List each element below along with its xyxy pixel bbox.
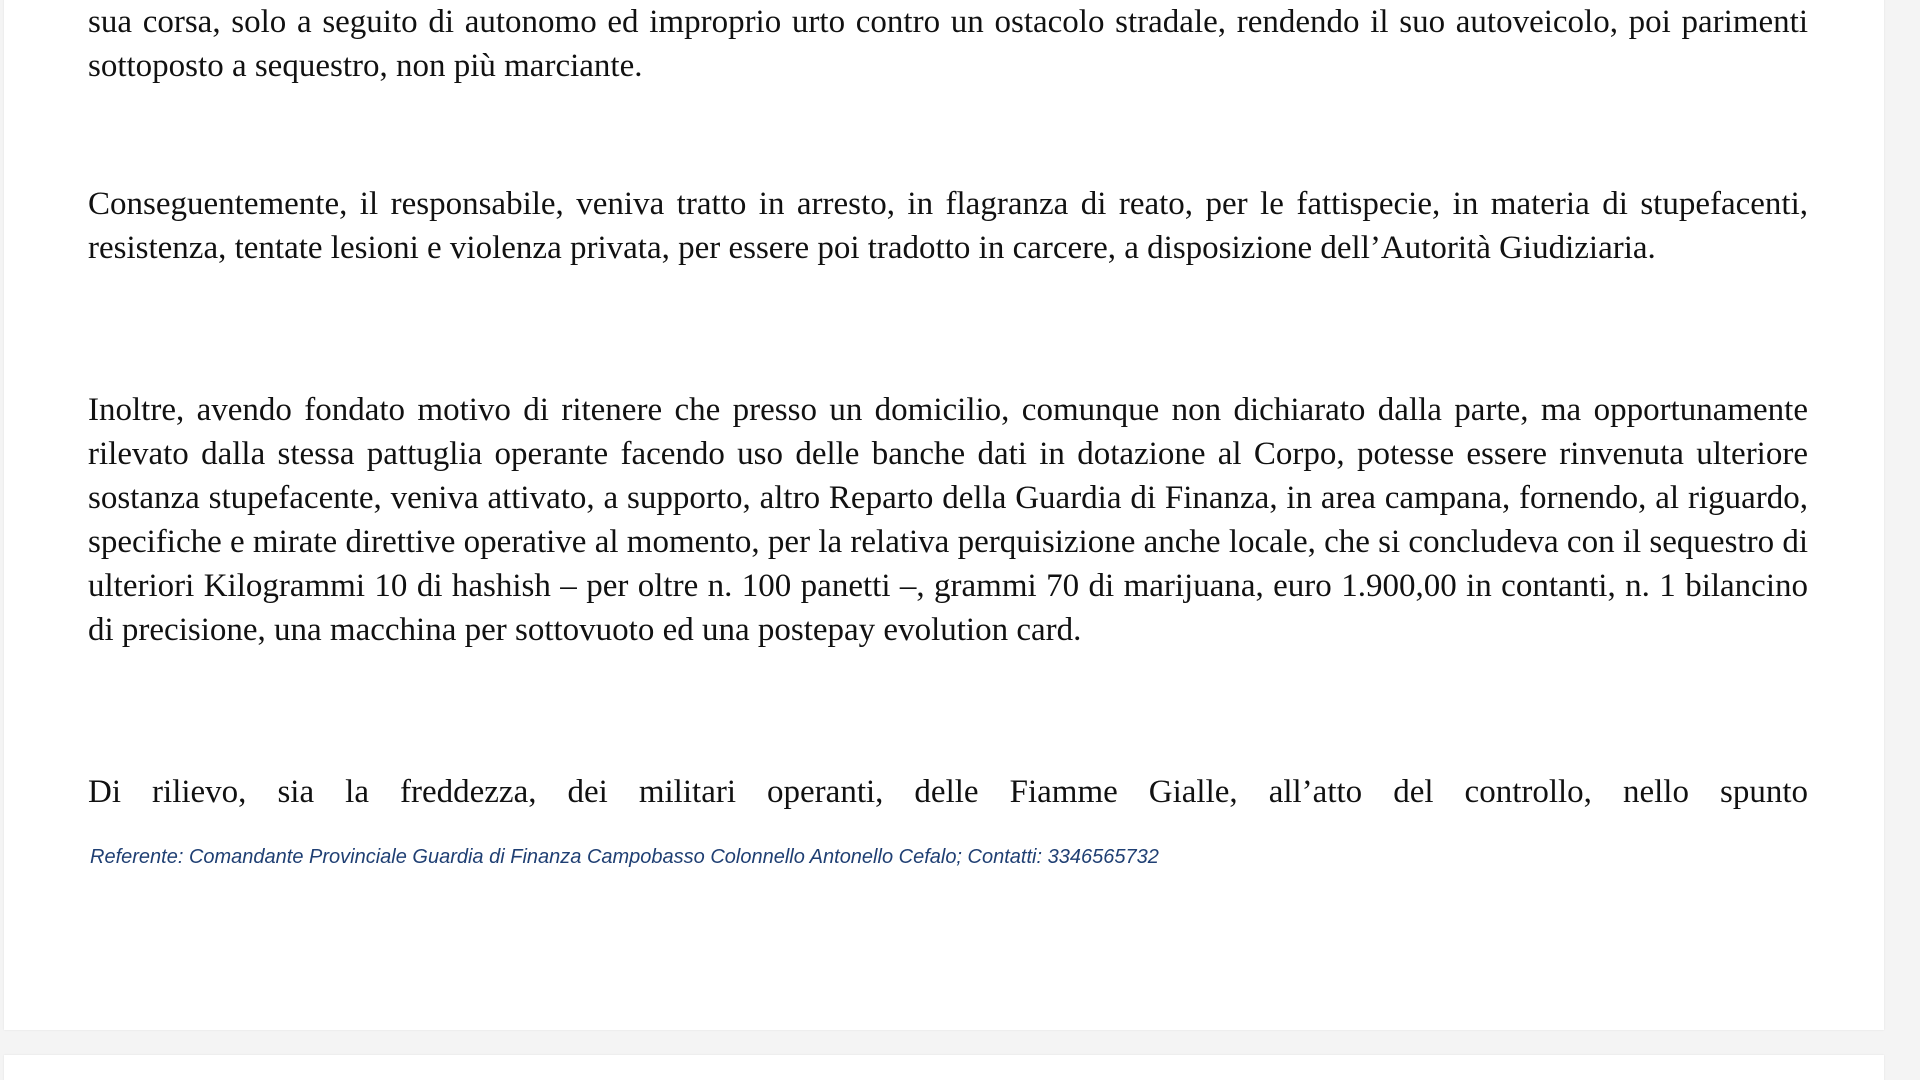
paragraph-remarks: Di rilievo, sia la freddezza, dei militari operanti, delle Fiamme Gialle, all’atto del controllo, nello spunto <box>88 774 1808 810</box>
paragraph-arrest: Conseguentemente, il responsabile, veniva tratto in arresto, in flagranza di reato, per le fattispecie, in materia di stupefacenti, resistenza, tentate lesioni e violenza privata, per essere poi tradotto in carcere, a disposizione dell’Autorità Giudiziaria. <box>88 186 1808 266</box>
paragraph-continued: sua corsa, solo a seguito di autonomo ed improprio urto contro un ostacolo stradale, rendendo il suo autoveicolo, poi parimenti sottoposto a sequestro, non più marciante. <box>88 4 1808 84</box>
document-page <box>4 0 1884 1030</box>
paragraph-clip <box>88 0 1808 92</box>
paragraph-clip <box>88 770 1808 816</box>
paragraph-search: Inoltre, avendo fondato motivo di ritenere che presso un domicilio, comunque non dichiarato dalla parte, ma opportunamente rilevato dalla stessa pattuglia operante facendo uso delle banche dati in dotazione al Corpo, potesse essere rinvenuta ulteriore sostanza stupefacente, veniva attivato, a supporto, altro Reparto della Guardia di Finanza, in area campana, fornendo, al riguardo, specifiche e mirate direttive operative al momento, per la relativa perquisizione anche locale, che si concludeva con il sequestro di ulteriori Kilogrammi 10 di hashish – per oltre n. 100 panetti –, grammi 70 di marijuana, euro 1.900,00 in contanti, n. 1 bilancino di precisione, una macchina per sottovuoto ed una postepay evolution card. <box>88 392 1808 648</box>
next-document-page <box>4 1055 1884 1080</box>
page-footer-contact: Referente: Comandante Provinciale Guardia di Finanza Campobasso Colonnello Antonello Cefalo; Contatti: 3346565732 <box>90 846 1159 868</box>
